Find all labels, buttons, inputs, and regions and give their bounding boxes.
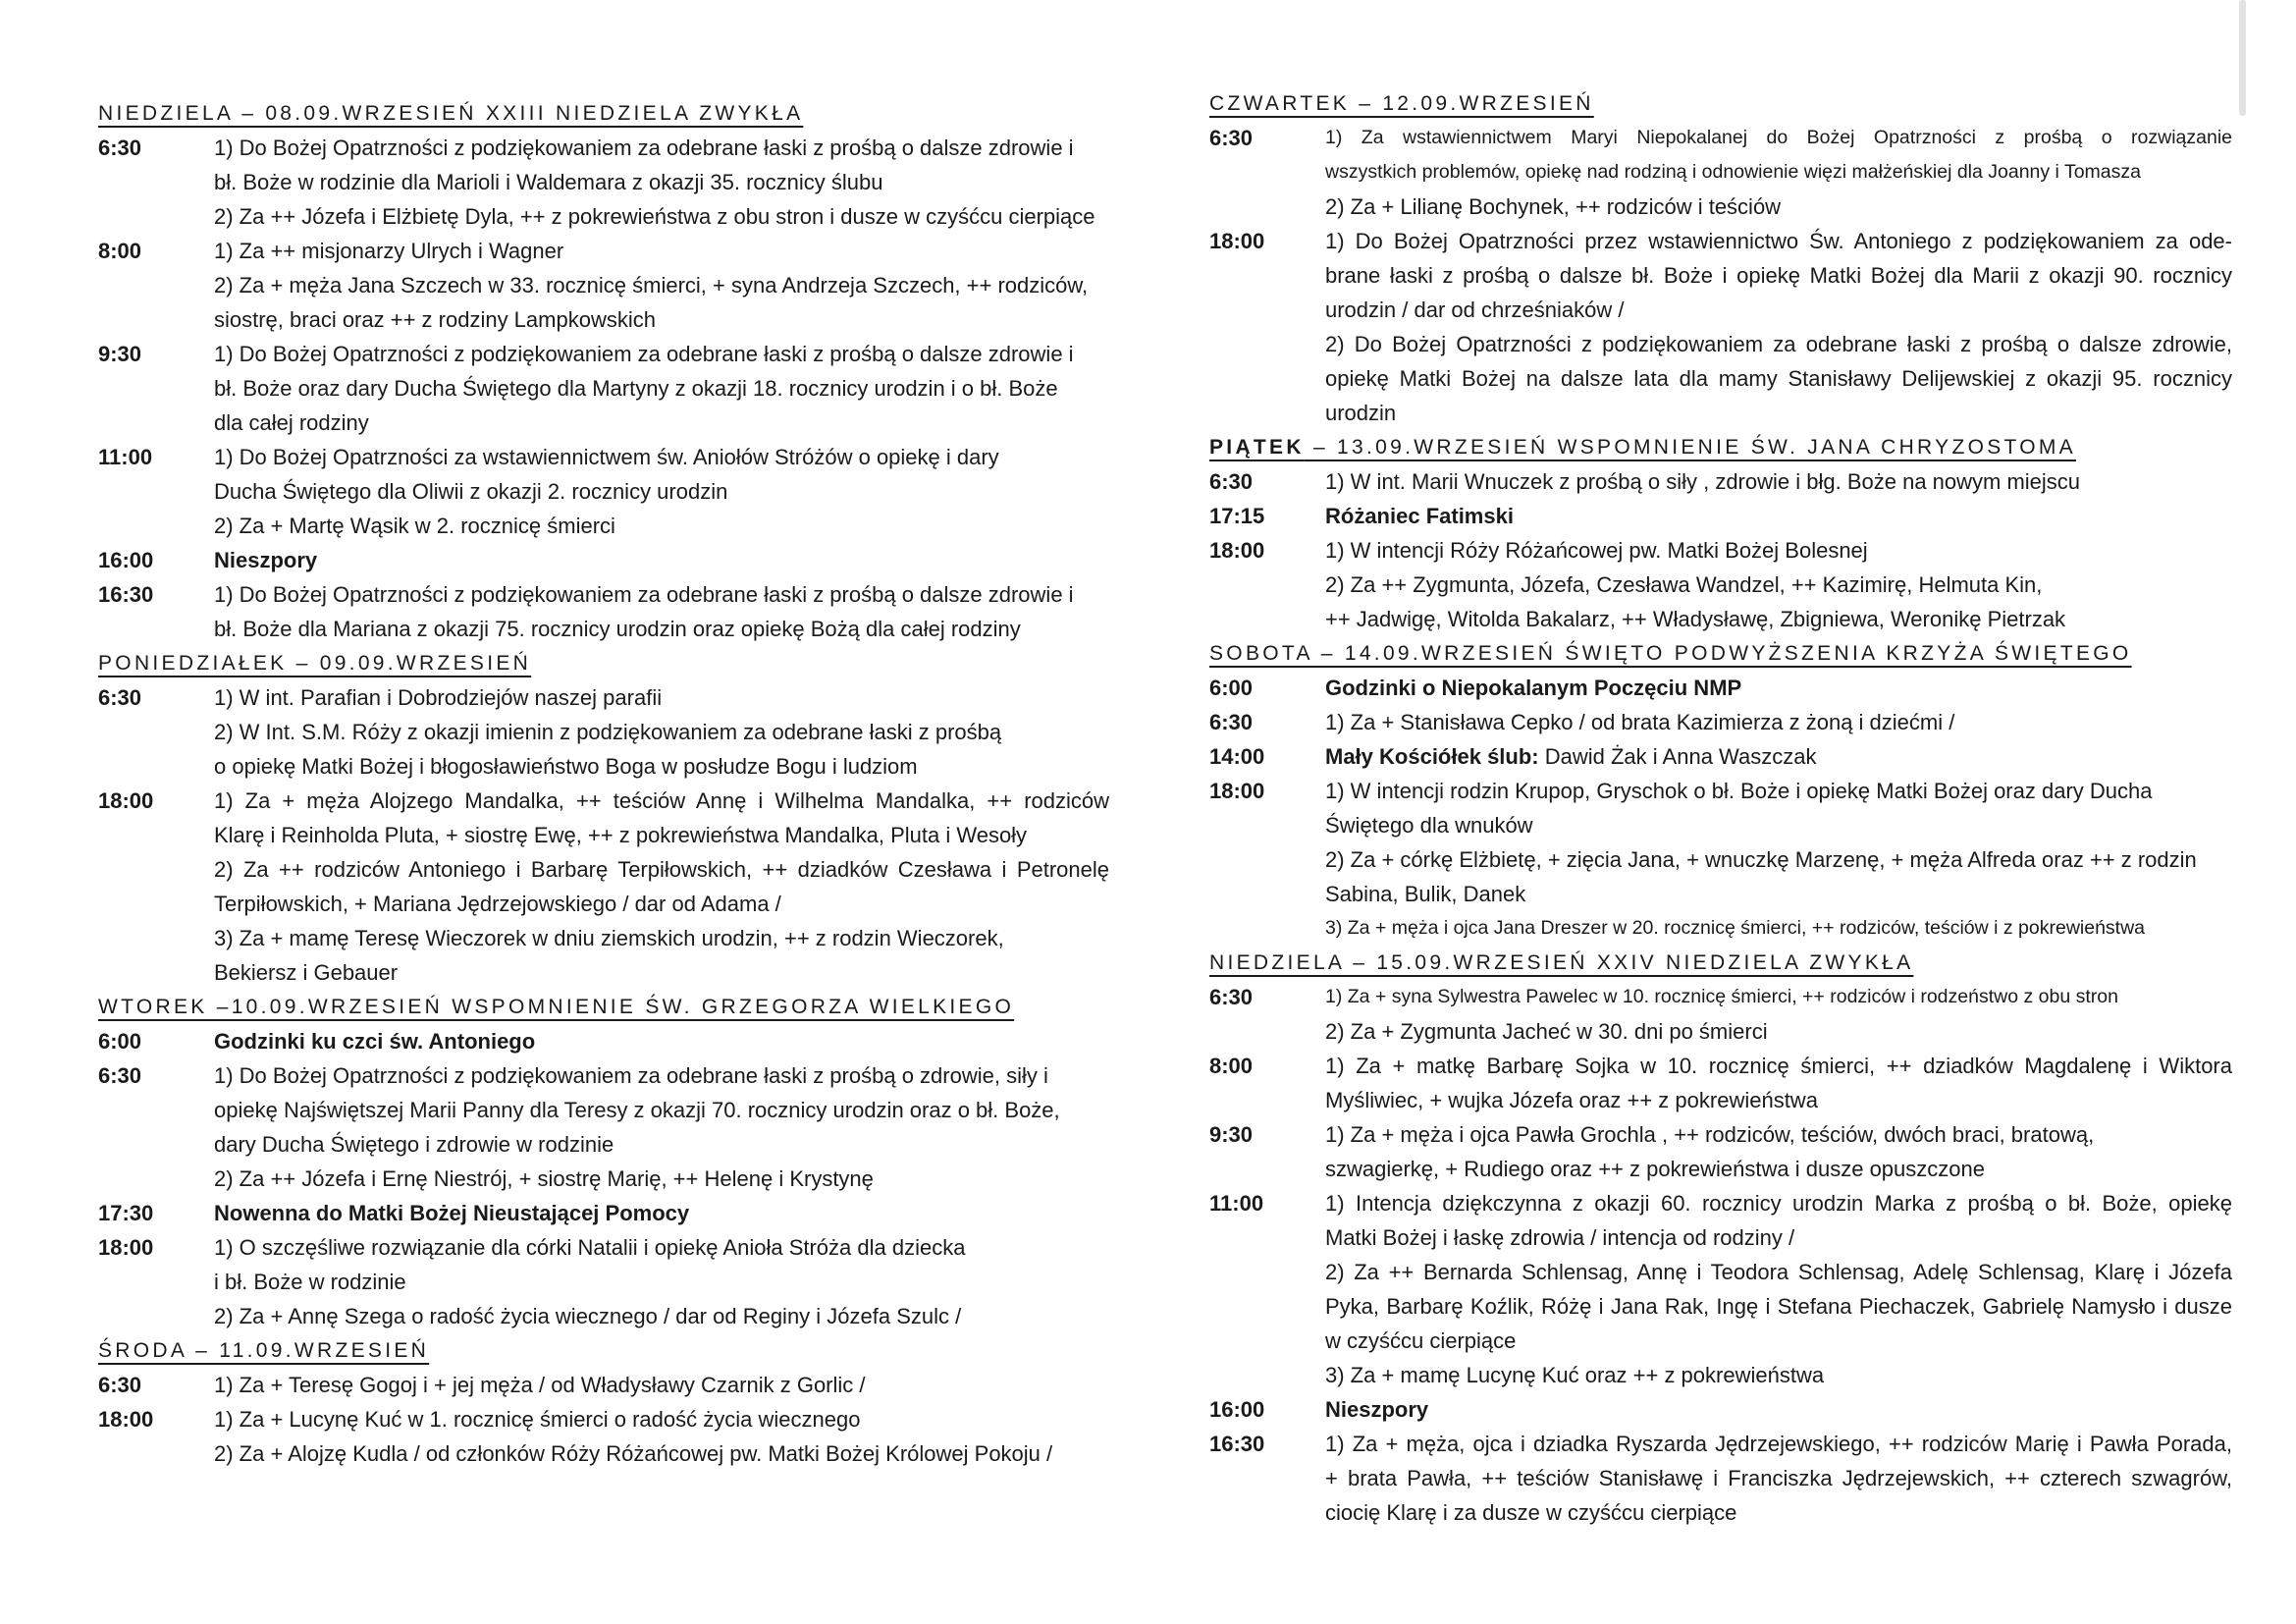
intention-line [1325, 499, 2232, 533]
intention-line [1325, 1186, 2232, 1220]
intention-line [1325, 224, 2232, 258]
mass-time: 16:00 [98, 548, 154, 572]
intention-text: 1) Do Bożej Opatrzności z podziękowaniem za odebrane łaski z prośbą o dalsze zdrowie i [214, 582, 1074, 607]
mass-time: 9:30 [98, 342, 142, 366]
mass-entry [98, 577, 1109, 646]
mass-entry [98, 784, 1109, 990]
intention-text: opiekę Najświętszej Marii Panny dla Teresy z okazji 70. rocznicy urodzin oraz o bł. Boże, [214, 1098, 1060, 1122]
day-heading-bold: PIĄTEK [1209, 436, 1305, 459]
mass-intentions [1325, 1049, 2232, 1117]
mass-intentions [1325, 1117, 2232, 1186]
mass-time: 18:00 [1209, 229, 1265, 253]
day-heading: ŚRODA – 11.09.WRZESIEŃ [98, 1339, 430, 1362]
intention-text: bł. Boże w rodzinie dla Marioli i Waldemara z okazji 35. rocznicy ślubu [214, 170, 883, 194]
intention-text: 1) W int. Marii Wnuczek z prośbą o siły , zdrowie i błg. Boże na nowym miejscu [1325, 469, 2081, 494]
mass-entry [1209, 1427, 2232, 1530]
intention-text: wszystkich problemów, opiekę nad rodziną i odnowienie więzi małżeńskiej dla Joanny i Tomasza [1325, 161, 2141, 183]
intention-line [1325, 1289, 2232, 1324]
intention-line [214, 1299, 1109, 1333]
mass-intentions [214, 577, 1109, 646]
intention-line [214, 1196, 1109, 1230]
scrollbar[interactable] [2239, 0, 2246, 116]
intention-text: Bekiersz i Gebauer [214, 960, 399, 985]
intention-line [1325, 293, 2232, 327]
day-heading: NIEDZIELA – 08.09.WRZESIEŃ XXIII NIEDZIELA ZWYKŁA [98, 102, 804, 125]
mass-entry [98, 1058, 1109, 1196]
intention-line [214, 234, 1109, 268]
intention-line [1325, 258, 2232, 293]
intention-text: 1) Do Bożej Opatrzności przez wstawiennictwo Św. Antoniego z podziękowaniem za ode- [1325, 229, 2232, 253]
mass-entry [1209, 533, 2232, 636]
intention-line [214, 749, 1109, 784]
mass-entry [1209, 671, 2232, 705]
mass-intentions [214, 1368, 1109, 1402]
mass-intentions [1325, 464, 2232, 499]
mass-time: 6:30 [98, 135, 142, 160]
intention-text: 2) Za + Alojzę Kudla / od członków Róży Różańcowej pw. Matki Bożej Królowej Pokoju / [214, 1441, 1053, 1466]
intention-text: 1) Do Bożej Opatrzności z podziękowaniem za odebrane łaski z prośbą o zdrowie, siły i [214, 1063, 1048, 1088]
day-heading: SOBOTA – 14.09.WRZESIEŃ ŚWIĘTO PODWYŻSZENIA KRZYŻA ŚWIĘTEGO [1209, 642, 2132, 665]
intention-line [1325, 602, 2232, 636]
day-heading: WTOREK –10.09.WRZESIEŃ WSPOMNIENIE ŚW. GRZEGORZA WIELKIEGO [98, 996, 1015, 1018]
mass-time: 18:00 [98, 788, 154, 813]
intention-text: 2) W Int. S.M. Róży z okazji imienin z podziękowaniem za odebrane łaski z prośbą [214, 720, 1002, 744]
intention-text: w czyśćcu cierpiące [1325, 1328, 1517, 1353]
intention-text: 1) Do Bożej Opatrzności z podziękowaniem za odebrane łaski z prośbą o dalsze zdrowie i [214, 342, 1074, 366]
intention-text: Sabina, Bulik, Danek [1325, 882, 1526, 906]
mass-entry [98, 131, 1109, 234]
intention-text: urodzin / dar od chrześniaków / [1325, 298, 1625, 322]
intention-line [1325, 705, 2232, 739]
mass-time: 6:30 [1209, 126, 1254, 150]
mass-entry [98, 1196, 1109, 1230]
mass-entry [98, 1024, 1109, 1058]
intention-line [214, 1230, 1109, 1265]
intention-line [1325, 671, 2232, 705]
intention-text: 2) Za + Zygmunta Jacheć w 30. dni po śmierci [1325, 1019, 1768, 1044]
intention-line [214, 1265, 1109, 1299]
mass-time: 6:00 [1209, 676, 1254, 700]
intention-text: 3) Za + męża i ojca Jana Dreszer w 20. rocznicę śmierci, ++ rodziców, teściów i z pokrewieństwa [1325, 917, 2146, 939]
intention-line [1325, 361, 2232, 396]
mass-intentions [214, 1230, 1109, 1333]
day-heading [1209, 430, 2232, 464]
mass-time: 14:00 [1209, 744, 1265, 769]
mass-entry [98, 1402, 1109, 1471]
mass-time: 17:15 [1209, 504, 1265, 528]
mass-entry [98, 234, 1109, 337]
bold-service-label: Mały Kościółek ślub: [1325, 744, 1539, 769]
intention-text: 1) Za + Lucynę Kuć w 1. rocznicę śmierci o radość życia wiecznego [214, 1407, 861, 1432]
intention-text: 1) Za + syna Sylwestra Pawelec w 10. rocznicę śmierci, ++ rodziców i rodzeństwo z obu stron [1325, 986, 2118, 1007]
mass-time: 8:00 [1209, 1054, 1254, 1078]
intention-line [214, 337, 1109, 371]
mass-intentions [214, 1024, 1109, 1058]
intention-line [214, 818, 1109, 852]
intention-text: 1) W int. Parafian i Dobrodziejów naszej parafii [214, 685, 663, 710]
mass-intentions [214, 1196, 1109, 1230]
mass-time: 17:30 [98, 1201, 154, 1225]
intention-line [214, 440, 1109, 474]
intention-line [1325, 842, 2232, 877]
mass-intentions [1325, 980, 2232, 1049]
intention-line [1325, 1358, 2232, 1392]
intention-line [1325, 1152, 2232, 1186]
mass-entry [98, 1368, 1109, 1402]
mass-entry [1209, 739, 2232, 774]
intention-line [214, 131, 1109, 165]
intention-text: 2) Za ++ Bernarda Schlensag, Annę i Teodora Schlensag, Adelę Schlensag, Klarę i Józefa [1325, 1260, 2232, 1284]
intention-text: ++ Jadwigę, Witolda Bakalarz, ++ Władysławę, Zbigniewa, Weronikę Pietrzak [1325, 607, 2066, 631]
intention-text: 1) Za + matkę Barbarę Sojka w 10. rocznicę śmierci, ++ dziadków Magdalenę i Wiktora [1325, 1054, 2232, 1078]
intention-line [1325, 1495, 2232, 1530]
intention-line [214, 406, 1109, 440]
intention-line [1325, 980, 2232, 1014]
intention-line [214, 543, 1109, 577]
mass-entry [98, 440, 1109, 543]
mass-intentions [1325, 499, 2232, 533]
intention-text: 1) Za + męża i ojca Pawła Grochla , ++ rodziców, teściów, dwóch braci, bratową, [1325, 1122, 2095, 1147]
mass-time: 6:30 [98, 1063, 142, 1088]
intention-text: Klarę i Reinholda Pluta, + siostrę Ewę, ++ z pokrewieństwa Mandalka, Pluta i Wesoły [214, 823, 1028, 847]
bold-service-label: Nowenna do Matki Bożej Nieustającej Pomocy [214, 1201, 690, 1225]
mass-intentions [214, 784, 1109, 990]
bold-service-label: Nieszpory [1325, 1397, 1429, 1422]
left-column [98, 96, 1109, 1471]
intention-text: 2) Za + Martę Wąsik w 2. rocznicę śmierci [214, 514, 615, 538]
mass-intentions [1325, 533, 2232, 636]
intention-text: Terpiłowskich, + Mariana Jędrzejowskiego / dar od Adama / [214, 892, 781, 916]
day-heading-rest: – 13.09.WRZESIEŃ WSPOMNIENIE ŚW. JANA CHRYZOSTOMA [1304, 436, 2076, 459]
intention-line [1325, 877, 2232, 911]
mass-time: 6:30 [1209, 985, 1254, 1009]
intention-line [1325, 1427, 2232, 1461]
mass-time: 8:00 [98, 239, 142, 263]
mass-intentions [214, 680, 1109, 784]
intention-text: 1) Intencja dziękczynna z okazji 60. rocznicy urodzin Marka z prośbą o bł. Boże, opiekę [1325, 1191, 2232, 1216]
intention-line [1325, 568, 2232, 602]
intention-text: dla całej rodziny [214, 410, 369, 435]
intention-line [214, 302, 1109, 337]
intention-text: Matki Bożej i łaskę zdrowia / intencja od rodziny / [1325, 1225, 1795, 1250]
mass-time: 6:00 [98, 1029, 142, 1054]
intention-line [214, 1436, 1109, 1471]
bold-service-label: Nieszpory [214, 548, 318, 572]
intention-line [1325, 121, 2232, 155]
mass-time: 6:30 [98, 685, 142, 710]
mass-entry [1209, 499, 2232, 533]
mass-entry [98, 543, 1109, 577]
intention-text: opiekę Matki Bożej na dalsze lata dla mamy Stanisławy Delijewskiej z okazji 95. rocznicy [1325, 366, 2232, 391]
intention-line [1325, 1220, 2232, 1255]
mass-time: 18:00 [98, 1407, 154, 1432]
intention-text: i bł. Boże w rodzinie [214, 1270, 406, 1294]
intention-line [214, 509, 1109, 543]
mass-time: 18:00 [98, 1235, 154, 1260]
mass-intentions [1325, 671, 2232, 705]
mass-entry [1209, 1186, 2232, 1392]
mass-entry [98, 337, 1109, 440]
intention-line [1325, 911, 2232, 946]
mass-intentions [1325, 1392, 2232, 1427]
intention-text: 2) Za + córkę Elżbietę, + zięcia Jana, + wnuczkę Marzenę, + męża Alfreda oraz ++ z rodzin [1325, 847, 2197, 872]
intention-line [1325, 464, 2232, 499]
intention-line [1325, 1461, 2232, 1495]
intention-line [1325, 739, 2232, 774]
mass-entry [1209, 464, 2232, 499]
intention-line [214, 165, 1109, 199]
mass-intentions [214, 337, 1109, 440]
intention-text: 1) W intencji rodzin Krupop, Gryschok o bł. Boże i opiekę Matki Bożej oraz dary Ducha [1325, 779, 2153, 803]
intention-line [1325, 1392, 2232, 1427]
intention-line [1325, 533, 2232, 568]
intention-line [1325, 189, 2232, 224]
intention-line [214, 921, 1109, 955]
intention-line [1325, 327, 2232, 361]
mass-time: 6:30 [1209, 469, 1254, 494]
intention-line [214, 887, 1109, 921]
mass-time: 16:00 [1209, 1397, 1265, 1422]
intention-text: brane łaski z prośbą o dalsze bł. Boże i opiekę Matki Bożej dla Marii z okazji 90. rocznicy [1325, 263, 2232, 288]
intention-text: 2) Za ++ Józefa i Elżbietę Dyla, ++ z pokrewieństwa z obu stron i dusze w czyśćcu cierpiące [214, 204, 1095, 229]
intention-text: siostrę, braci oraz ++ z rodziny Lampkowskich [214, 307, 656, 332]
mass-entry [1209, 774, 2232, 946]
mass-entry [1209, 1117, 2232, 1186]
mass-intentions [214, 234, 1109, 337]
intention-text: o opiekę Matki Bożej i błogosławieństwo Boga w posłudze Bogu i ludziom [214, 754, 918, 779]
intention-text: urodzin [1325, 401, 1397, 425]
intention-line [214, 474, 1109, 509]
mass-entry [1209, 1392, 2232, 1427]
mass-intentions [1325, 224, 2232, 430]
intention-line [214, 784, 1109, 818]
bold-service-label: Różaniec Fatimski [1325, 504, 1514, 528]
intention-text: 2) Za ++ Zygmunta, Józefa, Czesława Wandzel, ++ Kazimirę, Helmuta Kin, [1325, 572, 2043, 597]
mass-intentions [1325, 774, 2232, 946]
intention-text: bł. Boże dla Mariana z okazji 75. rocznicy urodzin oraz opiekę Bożą dla całej rodziny [214, 617, 1021, 641]
intention-line [214, 612, 1109, 646]
intention-line [1325, 396, 2232, 430]
day-heading: PONIEDZIAŁEK – 09.09.WRZESIEŃ [98, 652, 532, 675]
intention-text: Dawid Żak i Anna Waszczak [1538, 744, 1817, 769]
intention-text: 1) O szczęśliwe rozwiązanie dla córki Natalii i opiekę Anioła Stróża dla dziecka [214, 1235, 966, 1260]
intention-text: 3) Za + mamę Lucynę Kuć oraz ++ z pokrewieństwa [1325, 1363, 1825, 1387]
mass-time: 11:00 [98, 445, 153, 469]
intention-line [1325, 1083, 2232, 1117]
intention-text: 1) W intencji Róży Różańcowej pw. Matki Bożej Bolesnej [1325, 538, 1868, 563]
intention-text: 1) Za + Stanisława Cepko / od brata Kazimierza z żoną i dziećmi / [1325, 710, 1955, 734]
mass-intentions [214, 1402, 1109, 1471]
intention-line [214, 1368, 1109, 1402]
mass-entry [1209, 224, 2232, 430]
intention-line [214, 268, 1109, 302]
mass-time: 6:30 [1209, 710, 1254, 734]
intention-text: Pyka, Barbarę Koźlik, Różę i Jana Rak, Ingę i Stefana Piechaczek, Gabrielę Namysło i dusze [1325, 1294, 2232, 1319]
mass-time: 16:30 [98, 582, 154, 607]
intention-text: + brata Pawła, ++ teściów Stanisławę i Franciszka Jędrzejewskich, ++ czterech szwagrów, [1325, 1466, 2232, 1490]
intention-line [214, 577, 1109, 612]
mass-intentions [1325, 705, 2232, 739]
intention-text: 3) Za + mamę Teresę Wieczorek w dniu ziemskich urodzin, ++ z rodzin Wieczorek, [214, 926, 1004, 950]
right-column [1209, 86, 2232, 1530]
mass-intentions [214, 543, 1109, 577]
intention-text: 1) Za + Teresę Gogoj i + jej męża / od Władysławy Czarnik z Gorlic / [214, 1373, 866, 1397]
intention-text: dary Ducha Świętego i zdrowie w rodzinie [214, 1132, 614, 1157]
intention-line [214, 1162, 1109, 1196]
intention-text: 2) Do Bożej Opatrzności z podziękowaniem za odebrane łaski z prośbą o dalsze zdrowie, [1325, 332, 2232, 356]
mass-time: 6:30 [98, 1373, 142, 1397]
intention-line [1325, 1014, 2232, 1049]
bold-service-label: Godzinki ku czci św. Antoniego [214, 1029, 536, 1054]
mass-intentions [1325, 739, 2232, 774]
intention-text: bł. Boże oraz dary Ducha Świętego dla Martyny z okazji 18. rocznicy urodzin i o bł. Boże [214, 376, 1058, 401]
intention-line [1325, 774, 2232, 808]
mass-entry [1209, 121, 2232, 224]
intention-line [214, 715, 1109, 749]
intention-line [214, 680, 1109, 715]
mass-time: 18:00 [1209, 779, 1265, 803]
intention-text: 1) Za wstawiennictwem Maryi Niepokalanej do Bożej Opatrzności z prośbą o rozwiązanie [1325, 127, 2232, 148]
intention-text: Myśliwiec, + wujka Józefa oraz ++ z pokrewieństwa [1325, 1088, 1818, 1112]
day-heading: CZWARTEK – 12.09.WRZESIEŃ [1209, 92, 1594, 115]
intention-line [214, 1402, 1109, 1436]
mass-entry [98, 1230, 1109, 1333]
intention-text: 1) Za ++ misjonarzy Ulrych i Wagner [214, 239, 564, 263]
intention-line [214, 955, 1109, 990]
mass-entry [98, 680, 1109, 784]
intention-text: 2) Za ++ rodziców Antoniego i Barbarę Terpiłowskich, ++ dziadków Czesława i Petronelę [214, 857, 1109, 882]
mass-entry [1209, 705, 2232, 739]
intention-line [214, 1127, 1109, 1162]
mass-intentions [1325, 121, 2232, 224]
intention-text: Świętego dla wnuków [1325, 813, 1533, 838]
mass-entry [1209, 1049, 2232, 1117]
mass-intentions [1325, 1186, 2232, 1392]
mass-time: 9:30 [1209, 1122, 1254, 1147]
intention-line [214, 199, 1109, 234]
intention-text: 2) Za ++ Józefa i Ernę Niestrój, + siostrę Marię, ++ Helenę i Krystynę [214, 1166, 874, 1191]
mass-time: 11:00 [1209, 1191, 1264, 1216]
mass-intentions [214, 440, 1109, 543]
intention-text: ciocię Klarę i za dusze w czyśćcu cierpiące [1325, 1500, 1737, 1525]
intention-line [214, 1093, 1109, 1127]
intention-line [1325, 1049, 2232, 1083]
intention-line [1325, 1255, 2232, 1289]
mass-time: 18:00 [1209, 538, 1265, 563]
mass-intentions [214, 1058, 1109, 1196]
mass-intentions [1325, 1427, 2232, 1530]
intention-text: 1) Do Bożej Opatrzności z podziękowaniem za odebrane łaski z prośbą o dalsze zdrowie i [214, 135, 1074, 160]
intention-line [214, 852, 1109, 887]
mass-entry [1209, 980, 2232, 1049]
day-heading: NIEDZIELA – 15.09.WRZESIEŃ XXIV NIEDZIELA ZWYKŁA [1209, 951, 1914, 974]
intention-text: 1) Za + męża Alojzego Mandalka, ++ teściów Annę i Wilhelma Mandalka, ++ rodziców [214, 788, 1109, 813]
mass-time: 16:30 [1209, 1432, 1265, 1456]
intention-text: 2) Za + Lilianę Bochynek, ++ rodziców i teściów [1325, 194, 1782, 219]
intention-text: Ducha Świętego dla Oliwii z okazji 2. rocznicy urodzin [214, 479, 728, 504]
intention-text: 2) Za + męża Jana Szczech w 33. rocznicę śmierci, + syna Andrzeja Szczech, ++ rodziców, [214, 273, 1089, 298]
bold-service-label: Godzinki o Niepokalanym Poczęciu NMP [1325, 676, 1742, 700]
intention-line [1325, 808, 2232, 842]
intention-text: 2) Za + Annę Szega o radość życia wiecznego / dar od Reginy i Józefa Szulc / [214, 1304, 962, 1328]
intention-text: szwagierkę, + Rudiego oraz ++ z pokrewieństwa i dusze opuszczone [1325, 1157, 1985, 1181]
intention-text: 1) Za + męża, ojca i dziadka Ryszarda Jędrzejewskiego, ++ rodziców Marię i Pawła Porada, [1325, 1432, 2232, 1456]
intention-line [214, 1024, 1109, 1058]
intention-line [214, 1058, 1109, 1093]
intention-line [1325, 1117, 2232, 1152]
mass-intentions [214, 131, 1109, 234]
intention-line [1325, 155, 2232, 189]
intention-text: 1) Do Bożej Opatrzności za wstawiennictwem św. Aniołów Stróżów o opiekę i dary [214, 445, 999, 469]
intention-line [1325, 1324, 2232, 1358]
intention-line [214, 371, 1109, 406]
